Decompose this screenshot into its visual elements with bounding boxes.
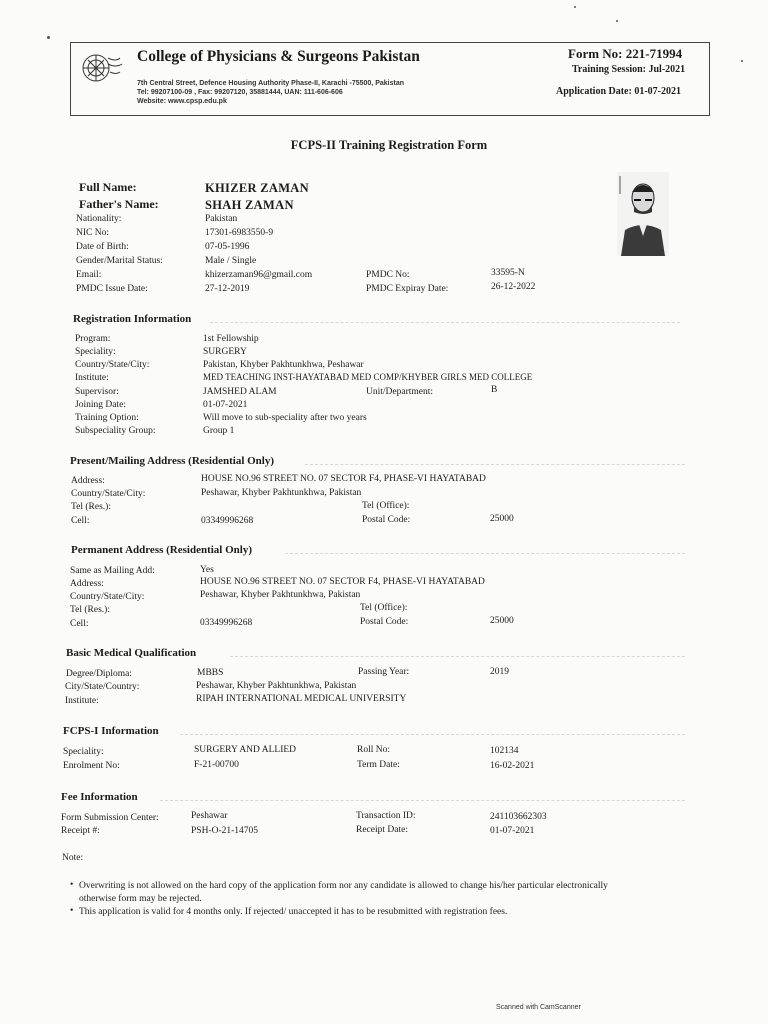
scan-speck: [574, 6, 576, 8]
pmdc-no-value: 33595-N: [491, 268, 525, 278]
section-divider: [210, 322, 680, 323]
permanent-country-label: Country/State/City:: [70, 592, 145, 602]
college-phone: Tel: 99207100-09 , Fax: 99207120, 35881444, UAN: 111-606-606: [137, 89, 343, 96]
transaction-id-value: 241103662303: [490, 812, 547, 822]
nic-label: NIC No:: [76, 228, 109, 238]
transaction-id-label: Transaction ID:: [356, 811, 416, 821]
reg-country-label: Country/State/City:: [75, 360, 150, 370]
same-as-mailing-label: Same as Mailing Add:: [70, 566, 155, 576]
present-address-heading: Present/Mailing Address (Residential Only): [70, 455, 275, 467]
nationality-label: Nationality:: [76, 214, 122, 224]
scan-speck: [616, 20, 618, 22]
permanent-cell-value: 03349996268: [200, 618, 253, 628]
present-country-value: Peshawar, Khyber Pakhtunkhwa, Pakistan: [201, 488, 362, 498]
full-name-label: Full Name:: [79, 180, 137, 194]
training-option-label: Training Option:: [75, 413, 139, 423]
roll-no-value: 102134: [490, 746, 519, 756]
receipt-no-label: Receipt #:: [61, 826, 100, 836]
bullet-icon: •: [70, 880, 74, 890]
note-1-line-1: Overwriting is not allowed on the hard copy of the application form nor any candidate is allowed to change his/her particular electronically: [79, 881, 608, 891]
passing-year-value: 2019: [490, 667, 509, 677]
receipt-date-value: 01-07-2021: [490, 826, 535, 836]
permanent-address-heading: Permanent Address (Residential Only): [71, 544, 252, 556]
joining-value: 01-07-2021: [203, 400, 248, 410]
term-date-label: Term Date:: [357, 760, 400, 770]
bullet-icon: •: [70, 906, 74, 916]
fcps1-speciality-label: Speciality:: [63, 747, 104, 757]
subspeciality-value: Group 1: [203, 426, 235, 436]
permanent-postal-value: 25000: [490, 616, 514, 626]
present-address-label: Address:: [71, 476, 105, 486]
speciality-value: SURGERY: [203, 347, 247, 357]
pmdc-expiry-label: PMDC Expiray Date:: [366, 284, 449, 294]
degree-value: MBBS: [197, 668, 224, 678]
permanent-tel-office-label: Tel (Office):: [360, 603, 408, 613]
pmdc-no-label: PMDC No:: [366, 270, 410, 280]
college-address: 7th Central Street, Defence Housing Authority Phase-II, Karachi -75500, Pakistan: [137, 80, 404, 87]
permanent-country-value: Peshawar, Khyber Pakhtunkhwa, Pakistan: [200, 590, 361, 600]
present-tel-res-label: Tel (Res.):: [71, 502, 111, 512]
institute-label: Institute:: [75, 373, 109, 383]
father-name-label: Father's Name:: [79, 197, 159, 211]
medical-city-value: Peshawar, Khyber Pakhtunkhwa, Pakistan: [196, 681, 357, 691]
note-2: This application is valid for 4 months only. If rejected/ unaccepted it has to be resubmitted with registration fees.: [79, 907, 508, 917]
degree-label: Degree/Diploma:: [66, 669, 132, 679]
roll-no-label: Roll No:: [357, 745, 390, 755]
college-website: Website: www.cpsp.edu.pk: [137, 98, 227, 105]
section-divider: [305, 464, 685, 465]
program-label: Program:: [75, 334, 111, 344]
permanent-cell-label: Cell:: [70, 619, 89, 629]
present-postal-value: 25000: [490, 514, 514, 524]
applicant-photo: [617, 172, 669, 256]
section-divider: [230, 656, 685, 657]
present-tel-office-label: Tel (Office):: [362, 501, 410, 511]
fcps1-speciality-value: SURGERY AND ALLIED: [194, 745, 297, 755]
note-label: Note:: [62, 853, 84, 863]
dob-value: 07-05-1996: [205, 242, 250, 252]
present-address-value: HOUSE NO.96 STREET NO. 07 SECTOR F4, PHASE-VI HAYATABAD: [201, 474, 486, 484]
section-divider: [285, 553, 685, 554]
email-value: khizerzaman96@gmail.com: [205, 270, 313, 280]
scan-speck: [741, 60, 743, 62]
basic-medical-heading: Basic Medical Qualification: [66, 647, 197, 659]
application-date: Application Date: 01-07-2021: [556, 86, 681, 97]
present-country-label: Country/State/City:: [71, 489, 146, 499]
dob-label: Date of Birth:: [76, 242, 129, 252]
permanent-postal-label: Postal Code:: [360, 617, 409, 627]
passing-year-label: Passing Year:: [358, 667, 410, 677]
section-divider: [160, 800, 685, 801]
training-option-value: Will move to sub-speciality after two years: [203, 413, 367, 423]
email-label: Email:: [76, 270, 102, 280]
receipt-date-label: Receipt Date:: [356, 825, 408, 835]
subspeciality-label: Subspeciality Group:: [75, 426, 156, 436]
unit-label: Unit/Department:: [366, 387, 434, 397]
form-title: FCPS-II Training Registration Form: [290, 138, 488, 152]
present-cell-value: 03349996268: [201, 516, 254, 526]
receipt-no-value: PSH-O-21-14705: [191, 826, 259, 836]
cpsp-logo-icon: [78, 48, 128, 88]
nic-value: 17301-6983550-9: [205, 228, 274, 238]
present-cell-label: Cell:: [71, 516, 90, 526]
term-date-value: 16-02-2021: [490, 761, 535, 771]
pmdc-issue-label: PMDC Issue Date:: [76, 284, 148, 294]
program-value: 1st Fellowship: [203, 334, 259, 344]
supervisor-label: Supervisor:: [75, 387, 119, 397]
father-name-value: SHAH ZAMAN: [205, 198, 294, 212]
permanent-address-value: HOUSE NO.96 STREET NO. 07 SECTOR F4, PHASE-VI HAYATABAD: [200, 577, 485, 587]
present-postal-label: Postal Code:: [362, 515, 411, 525]
college-name: College of Physicians & Surgeons Pakistan: [137, 48, 420, 65]
gender-value: Male / Single: [205, 256, 257, 266]
submission-center-value: Peshawar: [191, 811, 228, 821]
fee-heading: Fee Information: [61, 791, 138, 803]
section-divider: [180, 734, 685, 735]
registration-heading: Registration Information: [73, 313, 192, 325]
institute-value: MED TEACHING INST-HAYATABAD MED COMP/KHYBER GIRLS MED COLLEGE: [203, 372, 533, 382]
reg-country-value: Pakistan, Khyber Pakhtunkhwa, Peshawar: [203, 360, 364, 370]
enrolment-label: Enrolment No:: [63, 761, 120, 771]
pmdc-issue-value: 27-12-2019: [205, 284, 250, 294]
same-as-mailing-value: Yes: [200, 565, 214, 575]
note-1-line-2: otherwise form may be rejected.: [79, 894, 202, 904]
medical-institute-value: RIPAH INTERNATIONAL MEDICAL UNIVERSITY: [196, 694, 407, 704]
gender-label: Gender/Marital Status:: [76, 256, 163, 266]
enrolment-value: F-21-00700: [194, 760, 239, 770]
submission-center-label: Form Submission Center:: [61, 813, 159, 823]
training-session: Training Session: Jul-2021: [572, 64, 686, 75]
nationality-value: Pakistan: [205, 214, 238, 224]
pmdc-expiry-value: 26-12-2022: [491, 282, 536, 292]
full-name-value: KHIZER ZAMAN: [205, 181, 309, 195]
scan-speck: [47, 36, 50, 39]
supervisor-value: JAMSHED ALAM: [203, 387, 277, 397]
unit-value: B: [491, 385, 498, 395]
fcps1-heading: FCPS-I Information: [63, 725, 159, 737]
scanner-watermark: Scanned with CamScanner: [496, 1004, 581, 1011]
medical-institute-label: Institute:: [65, 696, 99, 706]
medical-city-label: City/State/Country:: [65, 682, 140, 692]
permanent-tel-res-label: Tel (Res.):: [70, 605, 110, 615]
joining-label: Joining Date:: [75, 400, 126, 410]
form-number: Form No: 221-71994: [568, 46, 683, 61]
speciality-label: Speciality:: [75, 347, 116, 357]
permanent-address-label: Address:: [70, 579, 104, 589]
